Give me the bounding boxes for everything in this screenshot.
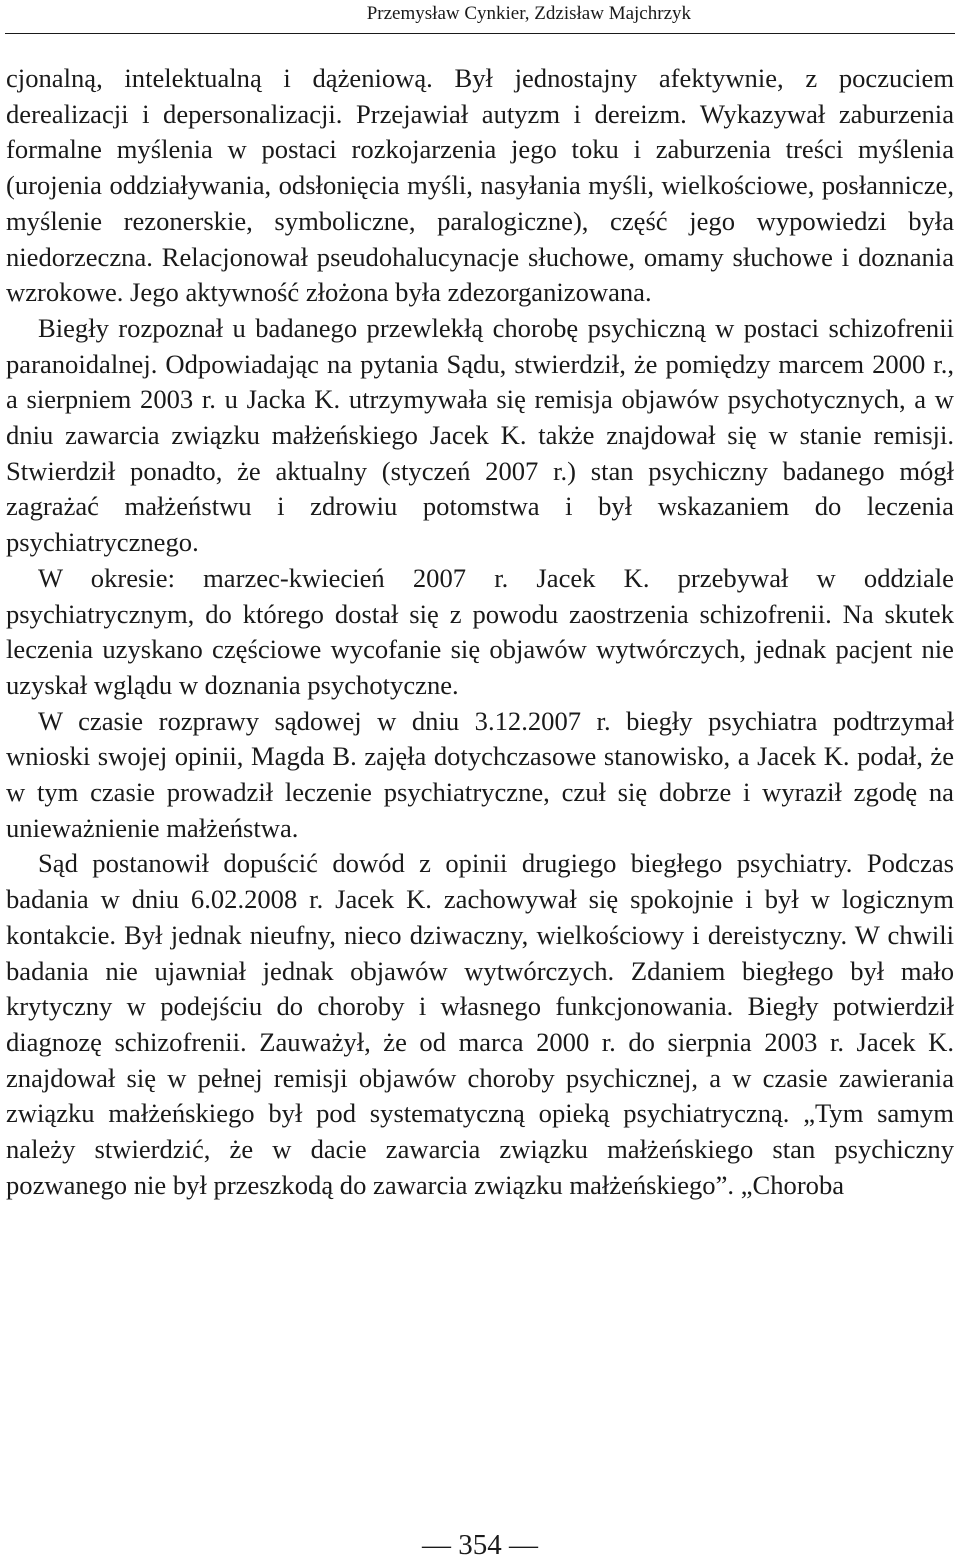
body-text: [6, 61, 954, 1204]
header-rule: [5, 33, 955, 34]
page-number: — 354 —: [422, 1529, 538, 1561]
paragraph: Sąd postanowił dopuścić dowód z opinii drugiego biegłego psychiatry. Podczas badania w dniu 6.02.2008 r. Jacek K. zachowywał się spokojnie i był w logicznym kontakcie. Był jednak nieufny, nieco dziwaczny, wielkościowy i dereistyczny. W chwili badania nie ujawniał jednak objawów wytwórczych. Zdaniem biegłego był mało krytyczny w podejściu do choroby i własnego funkcjonowania. Biegły potwierdził diagnozę schizofrenii. Zauważył, że od marca 2000 r. do sierpnia 2003 r. Jacek K. znajdował się w pełnej remisji objawów choroby psychicznej, a w czasie zawierania związku małżeńskiego był pod systematyczną opieką psychiatryczną. „Tym samym należy stwierdzić, że w dacie zawarcia związku małżeńskiego stan psychiczny pozwanego nie był przeszkodą do zawarcia związku małżeńskiego”. „Choroba: [6, 848, 954, 1200]
paragraph: Biegły rozpoznał u badanego przewlekłą chorobę psychiczną w postaci schizofrenii paranoidalnej. Odpowiadając na pytania Sądu, stwierdził, że pomiędzy marcem 2000 r., a sierpniem 2003 r. u Jacka K. utrzymywała się remisja objawów psychotycznych, a w dniu zawarcia związku małżeńskiego Jacek K. także znajdował się w stanie remisji. Stwierdził ponadto, że aktualny (styczeń 2007 r.) stan psychiczny badanego mógł zagrażać małżeństwu i zdrowiu potomstwa i był wskazaniem do leczenia psychiatrycznego.: [6, 312, 954, 558]
running-header-authors: Przemysław Cynkier, Zdzisław Majchrzyk: [366, 3, 691, 24]
running-header: [0, 0, 960, 33]
paragraph: W czasie rozprawy sądowej w dniu 3.12.2007 r. biegły psychiatra podtrzymał wnioski swojej opinii, Magda B. zajęła dotychczasowe stanowisko, a Jacek K. podał, że w tym czasie prowadził leczenie psychiatryczne, czuł się dobrze i wyraził zgodę na unieważnienie małżeństwa.: [6, 705, 954, 843]
paragraph: cjonalną, intelektualną i dążeniową. Był jednostajny afektywnie, z poczuciem derealizacji i depersonalizacji. Przejawiał autyzm i dereizm. Wykazywał zaburzenia formalne myślenia w postaci rozkojarzenia jego toku i zaburzenia treści myślenia (urojenia oddziaływania, odsłonięcia myśli, nasyłania myśli, wielkościowe, posłannicze, myślenie rezonerskie, symboliczne, paralogiczne), część jego wypowiedzi była niedorzeczna. Relacjonował pseudohalucynacje słuchowe, omamy słuchowe i doznania wzrokowe. Jego aktywność złożona była zdezorganizowana.: [6, 63, 954, 308]
paragraph: W okresie: marzec-kwiecień 2007 r. Jacek K. przebywał w oddziale psychiatrycznym, do którego dostał się z powodu zaostrzenia schizofrenii. Na skutek leczenia uzyskano częściowe wycofanie się objawów wytwórczych, jednak pacjent nie uzyskał wglądu w doznania psychotyczne.: [6, 562, 954, 700]
